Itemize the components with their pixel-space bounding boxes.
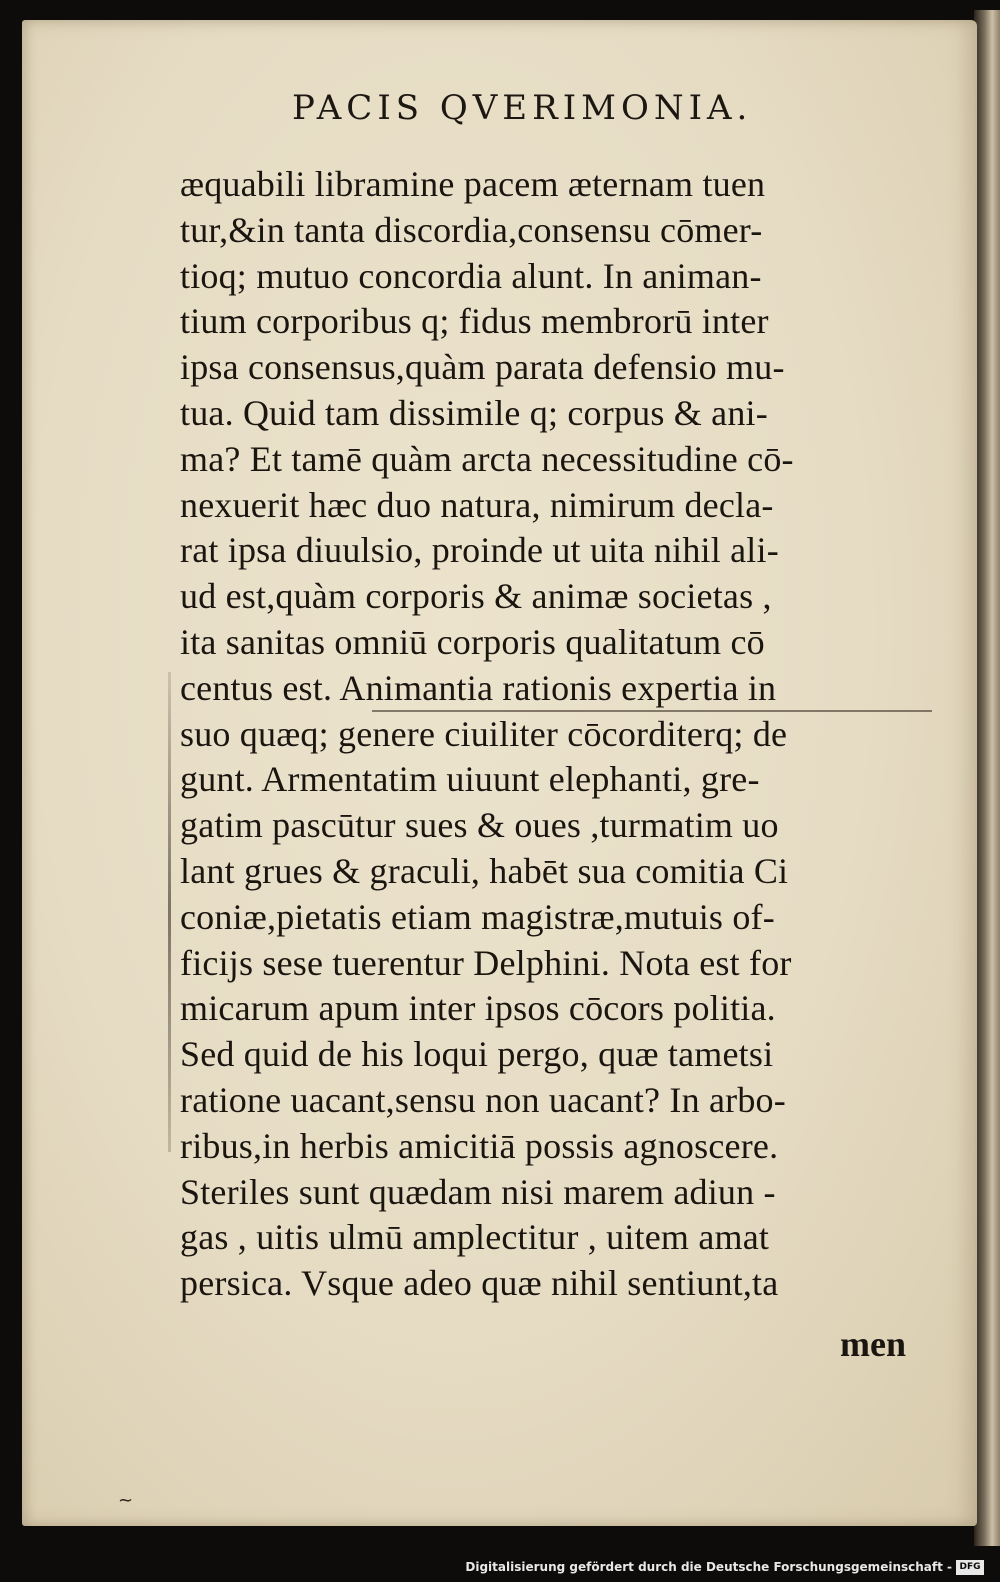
text-line: suo quæq; genere ciuiliter cōcorditerq; de [180,713,788,754]
text-line: micarum apum inter ipsos cōcors politia. [180,988,776,1029]
text-line: æquabili libramine pacem æternam tuen [180,164,766,204]
text-line: ipsa consensus,quàm parata defensio mu- [180,347,785,388]
text-line: lant grues & graculi, habēt sua comitia Ci [180,850,789,891]
text-line: centus est. Animantia rationis expertia in [180,667,777,708]
text-line: tur,&in tanta discordia,consensu cōmer- [180,209,763,250]
text-line: nexuerit hæc duo natura, nimirum decla- [180,484,774,525]
text-line: tua. Quid tam dissimile q; corpus & ani- [180,392,768,433]
book-page [22,20,977,1526]
text-line: ita sanitas omniū corporis qualitatum cō [180,621,765,662]
footer-bar [0,1546,1000,1582]
text-block [180,162,940,1307]
text-line: rat ipsa diuulsio, proinde ut uita nihil ali- [180,530,779,571]
text-line: tium corporibus q; fidus membrorū inter [180,301,769,342]
book-edge [974,10,1000,1546]
text-line: gatim pascūtur sues & oues ,turmatim uo [180,805,779,846]
text-line: ratione uacant,sensu non uacant? In arbo- [180,1079,786,1120]
text-line: gunt. Armentatim uiuunt elephanti, gre- [180,759,760,800]
margin-rule [168,672,171,1152]
text-line: ma? Et tamē quàm arcta necessitudine cō- [180,438,794,479]
funding-credit: Digitalisierung gefördert durch die Deutsche Forschungsgemeinschaft - [465,1560,952,1574]
stray-ink-mark: ~ [118,1490,134,1511]
running-head: PACIS QVERIMONIA. [292,88,753,128]
catchword: men [840,1324,906,1364]
text-line: coniæ,pietatis etiam magistræ,mutuis of- [180,896,775,937]
text-line: ficijs sese tuerentur Delphini. Nota est for [180,942,792,983]
text-line: ud est,quàm corporis & animæ societas , [180,576,772,617]
text-line: persica. Vsque adeo quæ nihil sentiunt,ta [180,1263,779,1304]
text-line: Sed quid de his loqui pergo, quæ tametsi [180,1034,774,1075]
text-line: ribus,in herbis amicitiā possis agnoscere. [180,1125,779,1166]
text-line: gas , uitis ulmū amplectitur , uitem amat [180,1217,770,1258]
text-line: tioq; mutuo concordia alunt. In animan- [180,255,762,296]
dfg-logo: DFG [956,1560,984,1575]
text-line: Steriles sunt quædam nisi marem adiun - [180,1171,776,1212]
